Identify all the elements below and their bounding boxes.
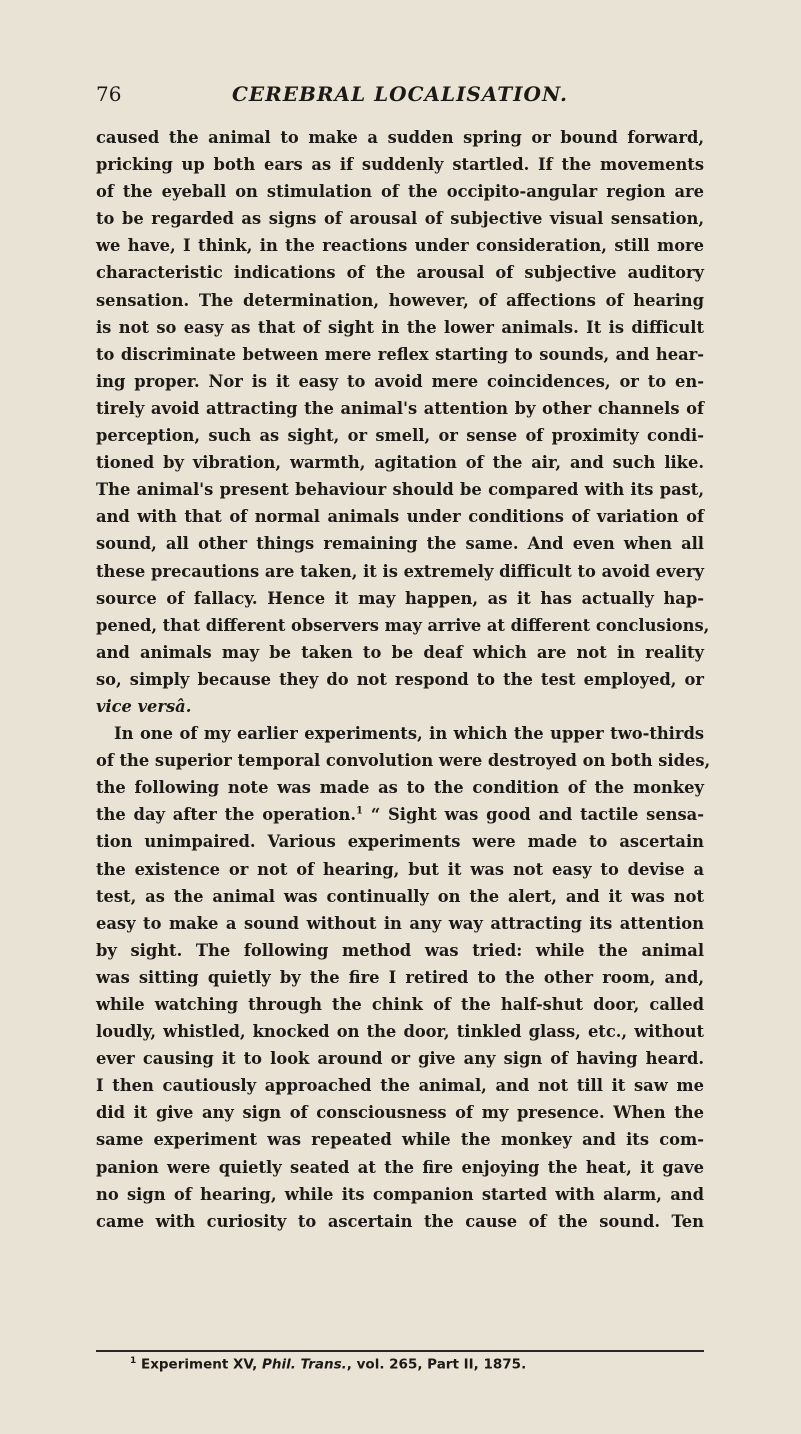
text-line: source of fallacy. Hence it may happen, as it has actually hap- — [96, 588, 704, 608]
text-line: the following note was made as to the condition of the monkey — [96, 778, 704, 798]
text-line: came with curiosity to ascertain the cause of the sound. Ten — [96, 1211, 704, 1231]
text-line: while watching through the chink of the half-shut door, called — [96, 995, 704, 1014]
text-line: by sight. The following method was tried: while the animal — [96, 940, 704, 960]
footnote — [130, 1356, 526, 1373]
text-line: these precautions are taken, it is extremely difficult to avoid every — [96, 561, 704, 581]
footnote-text-end: , vol. 265, Part II, 1875. — [346, 1356, 527, 1373]
footnote-text: Experiment XV, — [140, 1356, 262, 1373]
text-line: easy to make a sound without in any way attracting its attention — [96, 913, 704, 933]
text-fragment: the day after the operation. — [96, 805, 357, 825]
text-line: test, as the animal was continually on the alert, and it was not — [96, 886, 704, 906]
text-line: In one of my earlier experiments, in which the upper two-thirds — [114, 724, 704, 744]
text-line: pened, that different observers may arrive at different conclusions, — [96, 615, 710, 635]
footnote-mark: 1 — [130, 1356, 137, 1366]
page-header — [96, 82, 703, 112]
text-line: I then cautiously approached the animal, and not till it saw me — [96, 1076, 704, 1096]
text-line: we have, I think, in the reactions under consideration, still more — [96, 236, 704, 256]
body-text — [96, 124, 711, 1235]
text-line: of the superior temporal convolution were destroyed on both sides, — [96, 751, 711, 771]
text-line: ing proper. Nor is it easy to avoid mere coincidences, or to en- — [96, 371, 704, 391]
text-line: tirely avoid attracting the animal's attention by other channels of — [96, 398, 704, 418]
text-line-with-reference — [96, 801, 704, 828]
text-line: and with that of normal animals under conditions of variation of — [96, 507, 704, 527]
text-line: to discriminate between mere reflex starting to sounds, and hear- — [96, 344, 704, 364]
text-line: panion were quietly seated at the fire enjoying the heat, it gave — [96, 1157, 704, 1177]
footnote-divider — [96, 1350, 704, 1352]
running-title: CEREBRAL LOCALISATION. — [232, 82, 568, 106]
text-line: tioned by vibration, warmth, agitation of the air, and such like. — [96, 453, 704, 473]
text-line: to be regarded as signs of arousal of subjective visual sensation, — [96, 209, 704, 229]
text-line: characteristic indications of the arousal of subjective auditory — [96, 263, 704, 283]
text-line: the existence or not of hearing, but it was not easy to devise a — [96, 859, 704, 879]
page-number: 76 — [96, 82, 122, 106]
footnote-journal: Phil. Trans. — [261, 1356, 347, 1373]
text-line: of the eyeball on stimulation of the occipito-angular region are — [96, 182, 704, 202]
text-line: same experiment was repeated while the monkey and its com- — [96, 1130, 704, 1150]
text-line-italic: vice versâ. — [96, 696, 192, 716]
text-line: caused the animal to make a sudden spring or bound forward, — [96, 128, 704, 147]
text-line: so, simply because they do not respond to the test employed, or — [96, 669, 704, 689]
text-line: no sign of hearing, while its companion started with alarm, and — [96, 1184, 704, 1204]
text-line: did it give any sign of consciousness of my presence. When the — [96, 1103, 704, 1123]
text-line: sound, all other things remaining the same. And even when all — [96, 534, 704, 554]
text-line: sensation. The determination, however, of affections of hearing — [96, 290, 704, 310]
text-line: perception, such as sight, or smell, or sense of proximity condi- — [96, 426, 704, 446]
text-line: The animal's present behaviour should be compared with its past, — [96, 480, 704, 500]
text-line: loudly, whistled, knocked on the door, tinkled glass, etc., without — [96, 1022, 704, 1042]
text-line: is not so easy as that of sight in the lower animals. It is difficult — [96, 317, 704, 337]
text-line: pricking up both ears as if suddenly startled. If the movements — [96, 155, 704, 175]
text-line: tion unimpaired. Various experiments were made to ascertain — [96, 832, 704, 852]
text-line: ever causing it to look around or give any sign of having heard. — [96, 1049, 704, 1069]
text-fragment: “ Sight was good and tactile sensa- — [362, 805, 704, 825]
text-line: and animals may be taken to be deaf which are not in reality — [96, 642, 704, 662]
footnote-reference: 1 — [356, 805, 363, 817]
text-line: was sitting quietly by the fire I retired to the other room, and, — [96, 967, 704, 987]
